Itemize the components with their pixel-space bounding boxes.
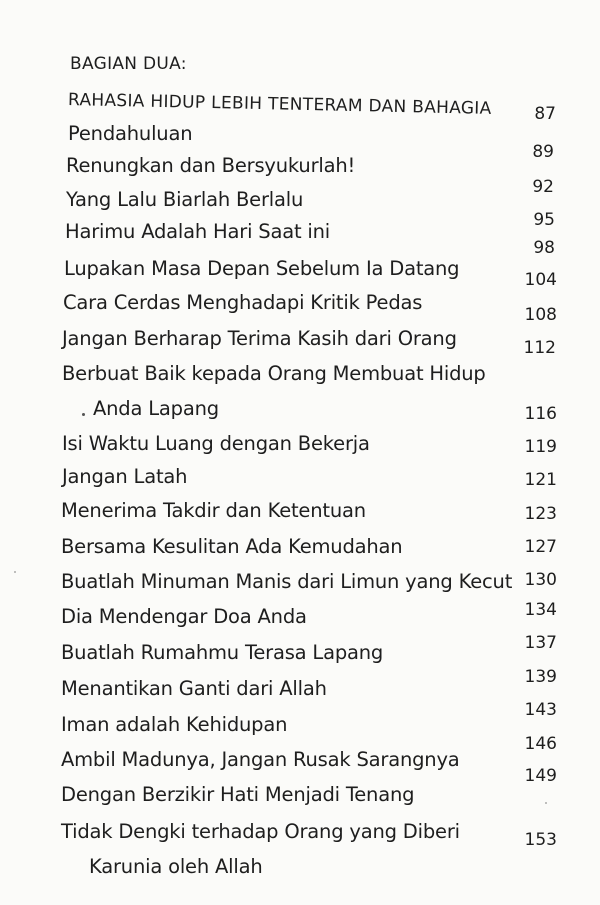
toc-entry-title: Iman adalah Kehidupan	[61, 713, 288, 736]
page-number: 130	[524, 570, 557, 590]
page-number: 134	[524, 600, 557, 620]
toc-entry-continuation: Anda Lapang	[93, 397, 219, 420]
section-title: RAHASIA HIDUP LEBIH TENTERAM DAN BAHAGIA	[67, 90, 492, 119]
paper-speck	[545, 802, 547, 804]
page-number: 127	[524, 537, 557, 557]
toc-entry-title: Tidak Dengki terhadap Orang yang Diberi	[61, 820, 460, 843]
toc-entry-title: Lupakan Masa Depan Sebelum Ia Datang	[64, 257, 460, 280]
page-number: 98	[533, 238, 555, 258]
page-number: 146	[524, 734, 557, 754]
page-number: 108	[524, 305, 557, 325]
toc-entry-title: Buatlah Minuman Manis dari Limun yang Kecut	[61, 570, 513, 593]
toc-entry-title: Jangan Berharap Terima Kasih dari Orang	[62, 327, 457, 350]
toc-entry-title: Menantikan Ganti dari Allah	[61, 677, 327, 700]
toc-entry-title: Renungkan dan Bersyukurlah!	[66, 154, 356, 177]
paper-speck	[14, 571, 16, 573]
page-number: 116	[524, 404, 557, 424]
toc-entry-title: Jangan Latah	[62, 465, 188, 488]
toc-entry-title: Ambil Madunya, Jangan Rusak Sarangnya	[61, 748, 460, 771]
page-number: 121	[524, 470, 557, 490]
page-number: 139	[524, 667, 557, 687]
toc-entry-title: Bersama Kesulitan Ada Kemudahan	[61, 535, 403, 558]
page-number: 153	[524, 830, 557, 850]
page-number: 87	[534, 104, 556, 124]
toc-entry-title: Isi Waktu Luang dengan Bekerja	[62, 432, 370, 455]
page-number: 149	[524, 766, 557, 786]
page-number: 112	[523, 338, 556, 358]
toc-entry-title: Cara Cerdas Menghadapi Kritik Pedas	[63, 291, 423, 314]
toc-entry-title: Harimu Adalah Hari Saat ini	[65, 220, 331, 243]
page-number: 119	[524, 437, 557, 457]
page-number: 89	[532, 142, 554, 162]
toc-entry-title: Menerima Takdir dan Ketentuan	[61, 499, 366, 522]
page-number: 123	[524, 504, 557, 524]
toc-entry-title: Buatlah Rumahmu Terasa Lapang	[61, 641, 384, 664]
page-number: 92	[532, 177, 554, 197]
section-label: BAGIAN DUA:	[70, 54, 187, 74]
toc-entry-title: Yang Lalu Biarlah Berlalu	[66, 188, 304, 211]
toc-entry-title: Dia Mendengar Doa Anda	[61, 605, 307, 628]
toc-entry-title: Dengan Berzikir Hati Menjadi Tenang	[61, 783, 415, 806]
page-number: 137	[524, 633, 557, 653]
toc-entry-title: Pendahuluan	[68, 122, 193, 145]
page-number: 95	[533, 210, 555, 230]
toc-entry-title: Berbuat Baik kepada Orang Membuat Hidup	[62, 362, 486, 385]
ink-dot	[82, 413, 85, 416]
toc-entry-continuation: Karunia oleh Allah	[89, 855, 263, 878]
page-number: 143	[524, 700, 557, 720]
page-number: 104	[524, 270, 557, 290]
